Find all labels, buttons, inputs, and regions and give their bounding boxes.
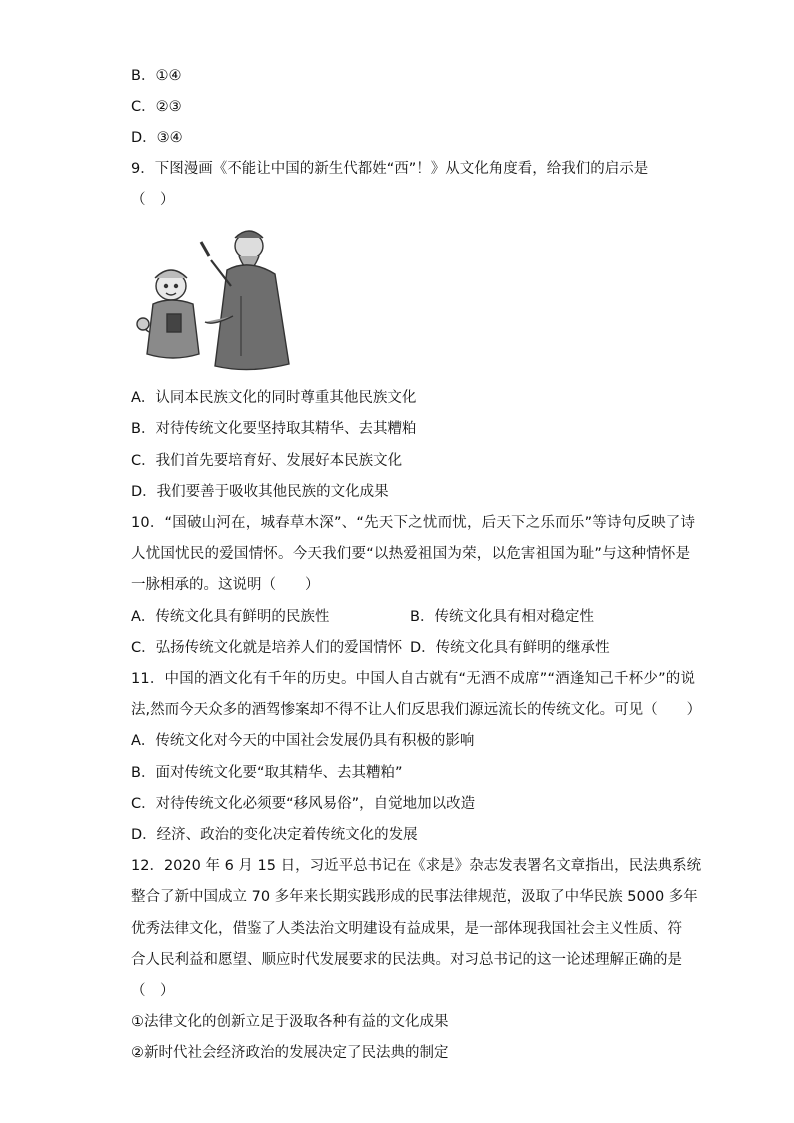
q10-option-b[interactable]: B．传统文化具有相对稳定性: [410, 609, 594, 625]
q12-item-2: ②新时代社会经济政治的发展决定了民法典的制定: [131, 1045, 449, 1061]
q9-option-d[interactable]: D．我们要善于吸收其他民族的文化成果: [131, 484, 389, 500]
q9-option-b[interactable]: B．对待传统文化要坚持取其精华、去其糟粕: [131, 421, 417, 437]
q10-stem-line2: 人忧国忧民的爱国情怀。今天我们要“以热爱祖国为荣，以危害祖国为耻”与这种情怀是: [131, 546, 691, 562]
q12-item-1: ①法律文化的创新立足于汲取各种有益的文化成果: [131, 1014, 449, 1030]
q10-stem-line3: 一脉相承的。这说明（ ）: [131, 577, 320, 593]
q10-option-d[interactable]: D．传统文化具有鲜明的继承性: [410, 640, 610, 656]
q9-stem: 9．下图漫画《不能让中国的新生代都姓“西”！》从文化角度看，给我们的启示是: [131, 161, 649, 177]
child-figure: [137, 270, 199, 358]
q10-option-c[interactable]: C．弘扬传统文化就是培养人们的爱国情怀: [131, 640, 403, 656]
q12-answer-paren: （ ）: [131, 983, 175, 999]
q10-option-a[interactable]: A．传统文化具有鲜明的民族性: [131, 609, 330, 625]
q9-option-c[interactable]: C．我们首先要培育好、发展好本民族文化: [131, 453, 403, 469]
q12-stem-line4: 合人民利益和愿望、顺应时代发展要求的民法典。对习总书记的这一论述理解正确的是: [131, 952, 682, 968]
cartoon-illustration: [131, 226, 293, 374]
q8-option-d[interactable]: D．③④: [131, 130, 183, 146]
q12-stem-line3: 优秀法律文化，借鉴了人类法治文明建设有益成果，是一部体现我国社会主义性质、符: [131, 921, 682, 937]
q9-option-a[interactable]: A．认同本民族文化的同时尊重其他民族文化: [131, 390, 417, 406]
q12-stem-line2: 整合了新中国成立 70 多年来长期实践形成的民事法律规范，汲取了中华民族 5000 多年: [131, 889, 698, 905]
q11-option-b[interactable]: B．面对传统文化要“取其精华、去其糟粕”: [131, 765, 403, 781]
scholar-figure: [201, 231, 289, 370]
q12-stem-line1: 12．2020 年 6 月 15 日，习近平总书记在《求是》杂志发表署名文章指出，民法典系统: [131, 858, 702, 874]
q11-stem-line2: 法,然而今天众多的酒驾惨案却不得不让人们反思我们源远流长的传统文化。可见（ ）: [131, 702, 702, 718]
q11-option-d[interactable]: D．经济、政治的变化决定着传统文化的发展: [131, 827, 418, 843]
q8-option-c[interactable]: C．②③: [131, 99, 182, 115]
q10-stem-line1: 10．“国破山河在，城春草木深”、“先天下之忧而忧，后天下之乐而乐”等诗句反映了诗: [131, 515, 696, 531]
q9-answer-paren: （ ）: [131, 192, 175, 208]
q8-option-b[interactable]: B．①④: [131, 68, 182, 84]
q11-stem-line1: 11．中国的酒文化有千年的历史。中国人自古就有“无酒不成席”“酒逢知己千杯少”的说: [131, 671, 696, 687]
q11-option-c[interactable]: C．对待传统文化必须要“移风易俗”，自觉地加以改造: [131, 796, 476, 812]
q11-option-a[interactable]: A．传统文化对今天的中国社会发展仍具有积极的影响: [131, 733, 475, 749]
